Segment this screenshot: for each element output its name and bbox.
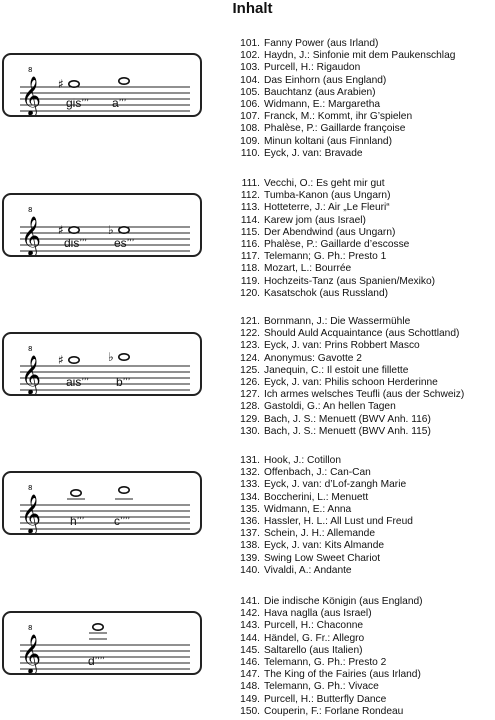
list-item (230, 38, 495, 50)
octave-mark-icon: 8 (28, 206, 33, 214)
staff-notation (4, 473, 200, 533)
item-number: 135. (240, 503, 260, 515)
page-title: Inhalt (232, 0, 273, 17)
list-item (230, 467, 495, 479)
list-item (230, 389, 495, 401)
list-item (230, 365, 495, 377)
item-title: Vecchi, O.: Es geht mir gut (264, 178, 385, 189)
item-number: 138. (240, 540, 260, 552)
list-item (230, 377, 495, 389)
item-title: Bach, J. S.: Menuett (BWV Anh. 116) (264, 413, 431, 425)
list-item (230, 706, 495, 718)
item-number: 118. (240, 263, 260, 275)
list-item (230, 353, 495, 365)
item-number: 114. (240, 214, 260, 226)
list-item (230, 215, 495, 227)
range-card (2, 611, 202, 675)
staff-notation (4, 195, 200, 255)
item-title: Hava naglla (aus Israel) (264, 608, 372, 620)
list-item (230, 645, 495, 657)
item-title: Hassler, H. L.: All Lust und Freud (264, 515, 413, 527)
range-card (2, 332, 202, 396)
item-number: 143. (240, 620, 260, 632)
item-title: Die indische Königin (aus England) (264, 596, 423, 607)
item-title: Das Einhorn (aus England) (264, 74, 387, 86)
list-item (230, 136, 495, 148)
item-number: 129. (240, 413, 260, 425)
item-number: 104. (240, 74, 260, 86)
sharp-icon: ♯ (58, 77, 64, 91)
item-title: Bornmann, J.: Die Wassermühle (264, 316, 411, 327)
item-number: 131. (240, 455, 260, 466)
list-item (230, 276, 495, 288)
list-item (230, 414, 495, 426)
item-number: 148. (240, 681, 260, 693)
item-number: 137. (240, 528, 260, 540)
list-item (230, 492, 495, 504)
item-number: 111. (241, 178, 260, 189)
item-title: Phalèse, P.: Gaillarde françoise (264, 123, 406, 135)
item-title: Vivaldi, A.: Andante (264, 564, 352, 576)
title-list (230, 596, 495, 718)
item-title: Telemann, G. Ph.: Vivace (264, 681, 379, 693)
list-item (230, 202, 495, 214)
staff-notation (4, 334, 200, 394)
item-title: Fanny Power (aus Irland) (264, 38, 379, 49)
octave-mark-icon: 8 (28, 345, 33, 353)
item-number: 147. (240, 669, 260, 681)
whole-note-icon (69, 81, 79, 87)
list-item (230, 596, 495, 608)
item-number: 113. (240, 202, 260, 214)
item-number: 142. (240, 608, 260, 620)
list-item (230, 62, 495, 74)
title-list (230, 178, 495, 300)
flat-icon: ♭ (108, 223, 114, 237)
item-title: Eyck, J. van: d’Lof-zangh Marie (264, 479, 407, 491)
note-name-label: gis’’’ (66, 96, 89, 110)
octave-mark-icon: 8 (28, 66, 33, 74)
item-title: The King of the Fairies (aus Irland) (264, 669, 421, 681)
item-title: Purcell, H.: Rigaudon (264, 62, 361, 74)
item-number: 132. (240, 467, 260, 479)
item-title: Händel, G. Fr.: Allegro (264, 632, 365, 644)
item-number: 124. (240, 352, 260, 364)
item-title: Schein, J. H.: Allemande (264, 528, 375, 540)
item-number: 107. (240, 111, 260, 123)
range-card (2, 53, 202, 117)
item-number: 106. (240, 98, 260, 110)
item-number: 110. (240, 147, 260, 159)
item-number: 130. (240, 425, 260, 437)
staff-notation (4, 55, 200, 115)
list-item (230, 316, 495, 328)
note-name-label: d’’’’ (88, 654, 105, 668)
title-list (230, 316, 495, 438)
list-item (230, 239, 495, 251)
list-item (230, 657, 495, 669)
item-title: Franck, M.: Kommt, ihr G’spielen (264, 111, 413, 123)
item-number: 122. (240, 328, 260, 340)
octave-mark-icon: 8 (28, 484, 33, 492)
item-number: 125. (240, 364, 260, 376)
note-name-label: es’’’ (114, 236, 135, 250)
whole-note-icon (119, 487, 129, 493)
item-number: 105. (240, 86, 260, 98)
item-title: Minun koltani (aus Finnland) (264, 135, 392, 147)
item-number: 126. (240, 376, 260, 388)
whole-note-icon (119, 227, 129, 233)
item-title: Eyck, J. van: Prins Robbert Masco (264, 340, 420, 352)
item-number: 108. (240, 123, 260, 135)
item-number: 121. (240, 316, 260, 327)
octave-mark-icon: 8 (28, 624, 33, 632)
item-number: 128. (240, 401, 260, 413)
list-item (230, 178, 495, 190)
list-item (230, 565, 495, 577)
item-title: Eyck, J. van: Bravade (264, 147, 363, 159)
item-title: Kasatschok (aus Russland) (264, 287, 389, 299)
item-title: Couperin, F.: Forlane Rondeau (264, 705, 404, 717)
list-item (230, 288, 495, 300)
item-number: 150. (240, 705, 260, 717)
note-name-label: ais’’’ (66, 375, 89, 389)
item-number: 136. (240, 515, 260, 527)
item-title: Tumba-Kanon (aus Ungarn) (264, 190, 391, 202)
list-item (230, 227, 495, 239)
item-number: 101. (240, 38, 260, 49)
list-item (230, 263, 495, 275)
note-name-label: c’’’’ (114, 514, 131, 528)
whole-note-icon (93, 624, 103, 630)
list-item (230, 251, 495, 263)
item-number: 120. (240, 287, 260, 299)
item-title: Swing Low Sweet Chariot (264, 552, 381, 564)
item-title: Der Abendwind (aus Ungarn) (264, 226, 396, 238)
item-number: 145. (240, 644, 260, 656)
list-item (230, 148, 495, 160)
flat-icon: ♭ (108, 350, 114, 364)
list-item (230, 123, 495, 135)
sharp-icon: ♯ (58, 353, 64, 367)
note-name-label: dis’’’ (64, 236, 87, 250)
list-item (230, 608, 495, 620)
item-number: 123. (240, 340, 260, 352)
item-number: 141. (240, 596, 260, 607)
item-title: Bauchtanz (aus Arabien) (264, 86, 376, 98)
item-title: Eyck, J. van: Philis schoon Herderinne (264, 376, 438, 388)
item-number: 149. (240, 693, 260, 705)
item-number: 146. (240, 656, 260, 668)
item-title: Purcell, H.: Butterfly Dance (264, 693, 387, 705)
whole-note-icon (69, 357, 79, 363)
item-number: 134. (240, 491, 260, 503)
item-number: 115. (240, 226, 260, 238)
list-item (230, 426, 495, 438)
note-name-label: a’’’ (112, 96, 127, 110)
item-number: 140. (240, 564, 260, 576)
list-item (230, 190, 495, 202)
range-card (2, 193, 202, 257)
item-title: Phalèse, P.: Gaillarde d’escosse (264, 238, 410, 250)
whole-note-icon (71, 490, 81, 496)
list-item (230, 669, 495, 681)
treble-clef-icon: 𝄞 (21, 76, 42, 115)
treble-clef-icon: 𝄞 (21, 494, 42, 533)
item-title: Telemann; G. Ph.: Presto 1 (264, 251, 387, 263)
item-title: Janequin, C.: Il estoit une fillette (264, 364, 409, 376)
item-title: Offenbach, J.: Can-Can (264, 467, 371, 479)
item-number: 117. (240, 251, 260, 263)
list-item (230, 694, 495, 706)
item-number: 112. (240, 190, 260, 202)
whole-note-icon (69, 227, 79, 233)
item-title: Hook, J.: Cotillon (264, 455, 342, 466)
sharp-icon: ♯ (58, 223, 64, 237)
list-item (230, 75, 495, 87)
item-title: Hotteterre, J.: Air „Le Fleuri“ (264, 202, 390, 214)
item-title: Eyck, J. van: Kits Almande (264, 540, 385, 552)
item-number: 144. (240, 632, 260, 644)
item-number: 127. (240, 389, 260, 401)
item-title: Bach, J. S.: Menuett (BWV Anh. 115) (264, 425, 431, 437)
list-item (230, 87, 495, 99)
item-title: Telemann, G. Ph.: Presto 2 (264, 656, 387, 668)
treble-clef-icon: 𝄞 (21, 355, 42, 394)
range-card (2, 471, 202, 535)
list-item (230, 516, 495, 528)
title-list (230, 455, 495, 577)
item-title: Gastoldi, G.: An hellen Tagen (264, 401, 396, 413)
list-item (230, 528, 495, 540)
list-item (230, 328, 495, 340)
item-title: Karew jom (aus Israel) (264, 214, 366, 226)
item-number: 133. (240, 479, 260, 491)
list-item (230, 340, 495, 352)
treble-clef-icon: 𝄞 (21, 216, 42, 255)
item-title: Should Auld Acquaintance (aus Schottland) (264, 328, 460, 340)
item-title: Widmann, E.: Anna (264, 503, 352, 515)
whole-note-icon (119, 78, 129, 84)
item-number: 139. (240, 552, 260, 564)
item-title: Hochzeits-Tanz (aus Spanien/Mexiko) (264, 275, 435, 287)
item-title: Purcell, H.: Chaconne (264, 620, 364, 632)
list-item (230, 479, 495, 491)
item-number: 119. (240, 275, 260, 287)
list-item (230, 504, 495, 516)
item-title: Anonymus: Gavotte 2 (264, 352, 362, 364)
list-item (230, 681, 495, 693)
item-title: Ich armes welsches Teufli (aus der Schweiz) (264, 389, 465, 401)
note-name-label: h’’’ (70, 514, 85, 528)
item-title: Widmann, E.: Margaretha (264, 98, 381, 110)
item-title: Saltarello (aus Italien) (264, 644, 363, 656)
title-list (230, 38, 495, 160)
whole-note-icon (119, 354, 129, 360)
treble-clef-icon: 𝄞 (21, 634, 42, 673)
item-title: Haydn, J.: Sinfonie mit dem Paukenschlag (264, 50, 456, 62)
item-number: 103. (240, 62, 260, 74)
list-item (230, 540, 495, 552)
note-name-label: b’’’ (116, 375, 131, 389)
list-item (230, 111, 495, 123)
item-number: 109. (240, 135, 260, 147)
list-item (230, 620, 495, 632)
list-item (230, 99, 495, 111)
list-item (230, 633, 495, 645)
item-number: 102. (240, 50, 260, 62)
list-item (230, 401, 495, 413)
list-item (230, 455, 495, 467)
item-title: Mozart, L.: Bourrée (264, 263, 352, 275)
list-item (230, 553, 495, 565)
list-item (230, 50, 495, 62)
item-title: Boccherini, L.: Menuett (264, 491, 369, 503)
item-number: 116. (240, 238, 260, 250)
